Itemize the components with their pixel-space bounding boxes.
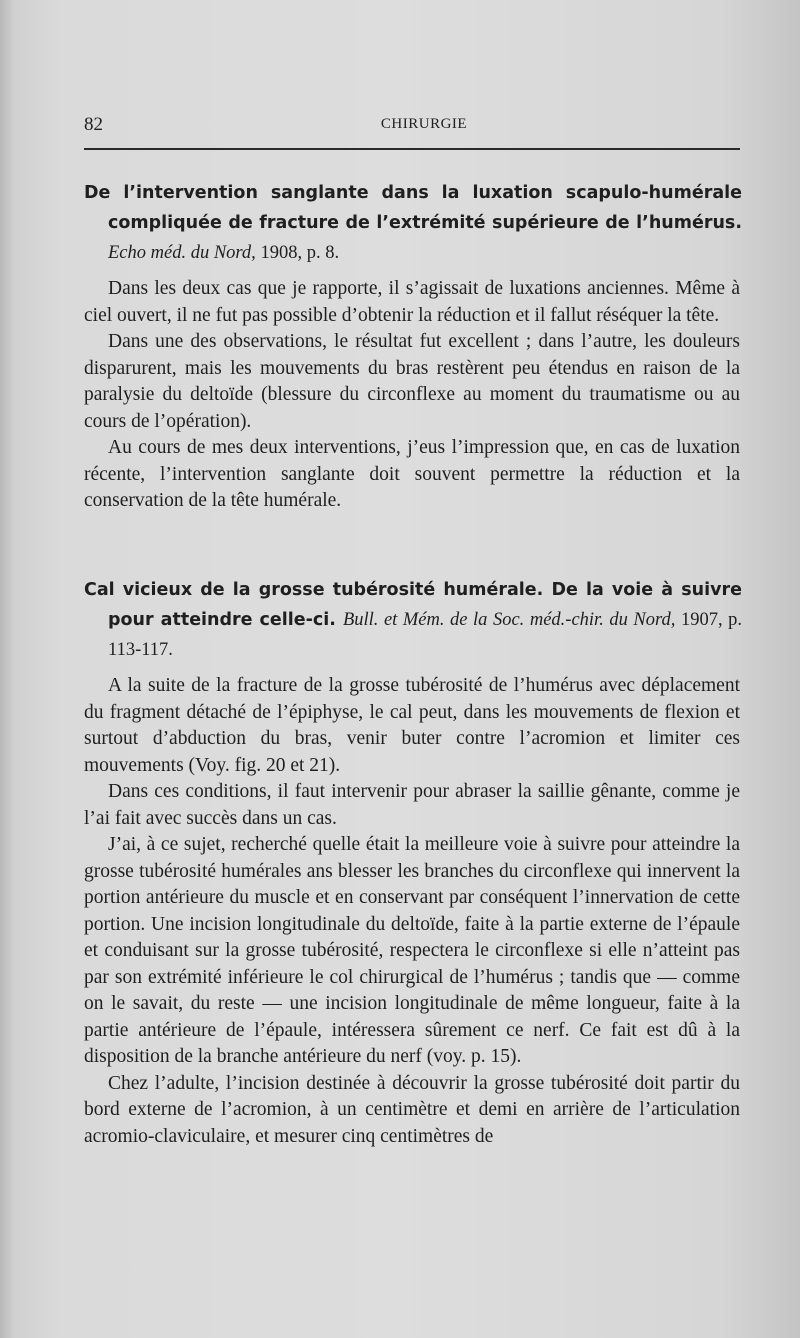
entry-source-journal: Echo méd. du Nord, [108, 243, 256, 263]
page-header [84, 114, 740, 138]
entry-source-journal: Bull. et Mém. de la Soc. méd.-chir. du Nord, [342, 610, 676, 630]
paragraph: Chez l’adulte, l’incision destinée à découvrir la grosse tubérosité doit partir du bord externe de l’acromion, à un centimètre et demi en arrière de l’articulation acromio-claviculaire, et mesurer cinq centimètres de [84, 1072, 740, 1147]
entry-source-details: 1908, p. 8. [255, 243, 340, 263]
paragraph: Dans les deux cas que je rapporte, il s’agissait de luxations anciennes. Même à ciel ouvert, il ne fut pas possible d’obtenir la réduction et il fallut réséquer la tête. [84, 278, 740, 326]
entry-body [84, 276, 740, 515]
entry-title-text: De l’intervention sanglante dans la luxation scapulo-humérale compliquée de fracture de l’extrémité supérieure de l’humérus. [84, 183, 742, 233]
paragraph: Au cours de mes deux interventions, j’eus l’impression que, en cas de luxation récente, l’intervention sanglante doit souvent permettre la réduction et la conservation de la tête humérale. [84, 437, 740, 511]
paragraph: J’ai, à ce sujet, recherché quelle était la meilleure voie à suivre pour atteindre la grosse tubérosité humérales ans blesser les branches du circonflexe qui innervent la portion antérieure du muscle et en conservant par conséquent l’innervation de cette portion. Une incision longitudinale du deltoïde, faite à la partie externe de l’épaule et conduisant sur la grosse tubérosité, respectera le circonflexe si elle n’atteint pas par son extrémité inférieure le col chirurgical de l’humérus ; tandis que — comme on le savait, du reste — une incision longitudinale de même longueur, faite à la partie antérieure de l’épaule, intéressera sûrement ce nerf. Ce fait est dû à la disposition de la branche antérieure du nerf (voy. p. 15). [84, 834, 740, 1067]
entry-body [84, 673, 740, 1150]
entry-title [84, 575, 742, 665]
header-rule [84, 148, 740, 150]
running-title: CHIRURGIE [380, 116, 468, 132]
entry-source-details: 1907, p. 113-117. [108, 610, 742, 660]
paragraph: Dans ces conditions, il faut intervenir pour abraser la saillie gênante, comme je l’ai fait avec succès dans un cas. [84, 781, 740, 829]
entry-title [84, 178, 742, 268]
paragraph: A la suite de la fracture de la grosse tubérosité de l’humérus avec déplacement du fragment détaché de l’épiphyse, le cal peut, dans les mouvements de flexion et surtout d’abduction du bras, venir buter contre l’acromion et limiter ces mouvements (Voy. fig. 20 et 21). [84, 675, 740, 776]
paragraph: Dans une des observations, le résultat fut excellent ; dans l’autre, les douleurs disparurent, mais les mouvements du bras restèrent peu étendus en raison de la paralysie du deltoïde (blessure du circonflexe au moment du traumatisme ou au cours de l’opération). [84, 331, 740, 432]
entry-title-text: Cal vicieux de la grosse tubérosité humérale. De la voie à suivre pour atteindre celle-ci. [84, 580, 742, 630]
page-number: 82 [84, 114, 103, 135]
